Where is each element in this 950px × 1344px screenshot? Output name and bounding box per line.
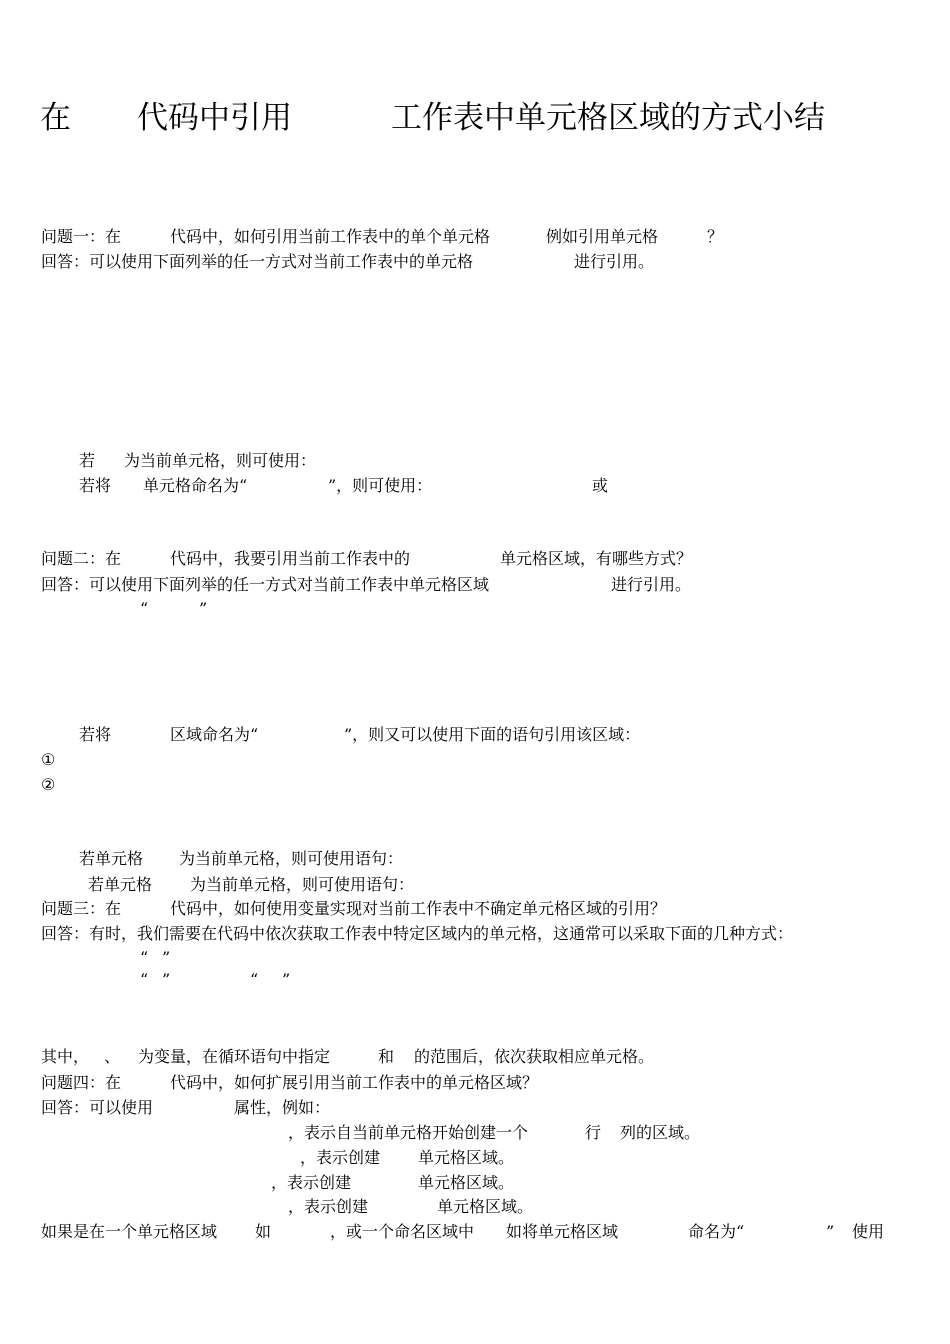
text-line-a1: 回答：可以使用下面列举的任一方式对当前工作表中的单元格 <box>41 252 474 271</box>
text-line-n6: 、 <box>104 1047 121 1066</box>
text-line-q2: 代码中，我要引用当前工作表中的 <box>170 549 411 568</box>
text-line-r3: 单元格区域。 <box>418 1173 515 1192</box>
text-line-r2: 单元格区域。 <box>418 1148 515 1167</box>
text-line-n7: ，或一个命名区域中 <box>330 1222 475 1241</box>
text-line-n6: 其中， <box>41 1047 90 1066</box>
text-line-a2: 回答：可以使用下面列举的任一方式对当前工作表中单元格区域 <box>41 575 490 594</box>
text-line-n6: 的范围后，依次获取相应单元格。 <box>414 1047 655 1066</box>
text-line-n5: 若单元格 <box>88 875 153 894</box>
text-line-n1: 若 <box>79 451 96 470</box>
text-line-a3q1: “ <box>140 948 149 967</box>
text-line-n2: 若将 <box>79 476 112 495</box>
text-line-q4: 问题四：在 <box>41 1073 122 1092</box>
text-line-n1: 为当前单元格，则可使用： <box>124 451 317 470</box>
text-line-n6: 为变量，在循环语句中指定 <box>138 1047 331 1066</box>
title-part: 工作表中单元格区域的方式小结 <box>391 100 825 136</box>
text-line-n7: ” <box>826 1222 835 1241</box>
text-line-q1: ？ <box>707 227 724 246</box>
text-line-a3q2: “ <box>140 970 149 989</box>
text-line-q1: 问题一：在 <box>41 227 122 246</box>
text-line-q4: 代码中，如何扩展引用当前工作表中的单元格区域？ <box>170 1073 539 1092</box>
text-line-n3: 若将 <box>79 725 112 744</box>
text-line-a3q2: “ <box>250 970 259 989</box>
text-line-q1: 代码中，如何引用当前工作表中的单个单元格 <box>170 227 491 246</box>
text-line-n7: 命名为“ <box>688 1222 745 1241</box>
text-line-q3: 代码中，如何使用变量实现对当前工作表中不确定单元格区域的引用？ <box>170 899 667 918</box>
text-line-r2: ，表示创建 <box>300 1148 381 1167</box>
text-line-r1: ，表示自当前单元格开始创建一个 <box>288 1123 529 1142</box>
text-line-n7: 使用 <box>852 1222 885 1241</box>
text-line-n4: 若单元格 <box>79 849 144 868</box>
text-line-a3q1: ” <box>162 948 171 967</box>
text-line-a2: 进行引用。 <box>611 575 692 594</box>
text-line-c2: ② <box>41 775 56 794</box>
text-line-a4: 属性，例如： <box>234 1098 331 1117</box>
text-line-r4: ，表示创建 <box>288 1197 369 1216</box>
text-line-a4: 回答：可以使用 <box>41 1098 154 1117</box>
text-line-a3q2: ” <box>282 970 291 989</box>
text-line-n7: 如果是在一个单元格区域 <box>41 1222 218 1241</box>
text-line-a3: 回答：有时，我们需要在代码中依次获取工作表中特定区域内的单元格，这通常可以采取下面的几种方式： <box>41 924 794 943</box>
text-line-r4: 单元格区域。 <box>437 1197 534 1216</box>
text-line-q2: 单元格区域，有哪些方式？ <box>500 549 693 568</box>
text-line-n2: ”，则可使用： <box>328 476 433 495</box>
text-line-a2q: ” <box>199 599 208 618</box>
text-line-n3: ”，则又可以使用下面的语句引用该区域： <box>344 725 641 744</box>
text-line-q1: 例如引用单元格 <box>546 227 659 246</box>
text-line-n4: 为当前单元格，则可使用语句： <box>179 849 404 868</box>
text-line-r1: 列的区域。 <box>620 1123 701 1142</box>
text-line-n5: 为当前单元格，则可使用语句： <box>190 875 415 894</box>
text-line-c1: ① <box>41 750 56 769</box>
text-line-n3: 区域命名为“ <box>170 725 259 744</box>
text-line-q3: 问题三：在 <box>41 899 122 918</box>
text-line-n2: 或 <box>592 476 609 495</box>
text-line-a1: 进行引用。 <box>574 252 655 271</box>
text-line-q2: 问题二：在 <box>41 549 122 568</box>
text-line-n2: 单元格命名为“ <box>143 476 248 495</box>
text-line-r3: ，表示创建 <box>271 1173 352 1192</box>
text-line-a3q2: ” <box>162 970 171 989</box>
title-part: 代码中引用 <box>137 100 292 136</box>
text-line-a2q: “ <box>140 599 149 618</box>
title-part: 在 <box>40 100 71 136</box>
text-line-n7: 如 <box>255 1222 272 1241</box>
text-line-r1: 行 <box>585 1123 602 1142</box>
text-line-n7: 如将单元格区域 <box>506 1222 619 1241</box>
text-line-n6: 和 <box>378 1047 395 1066</box>
